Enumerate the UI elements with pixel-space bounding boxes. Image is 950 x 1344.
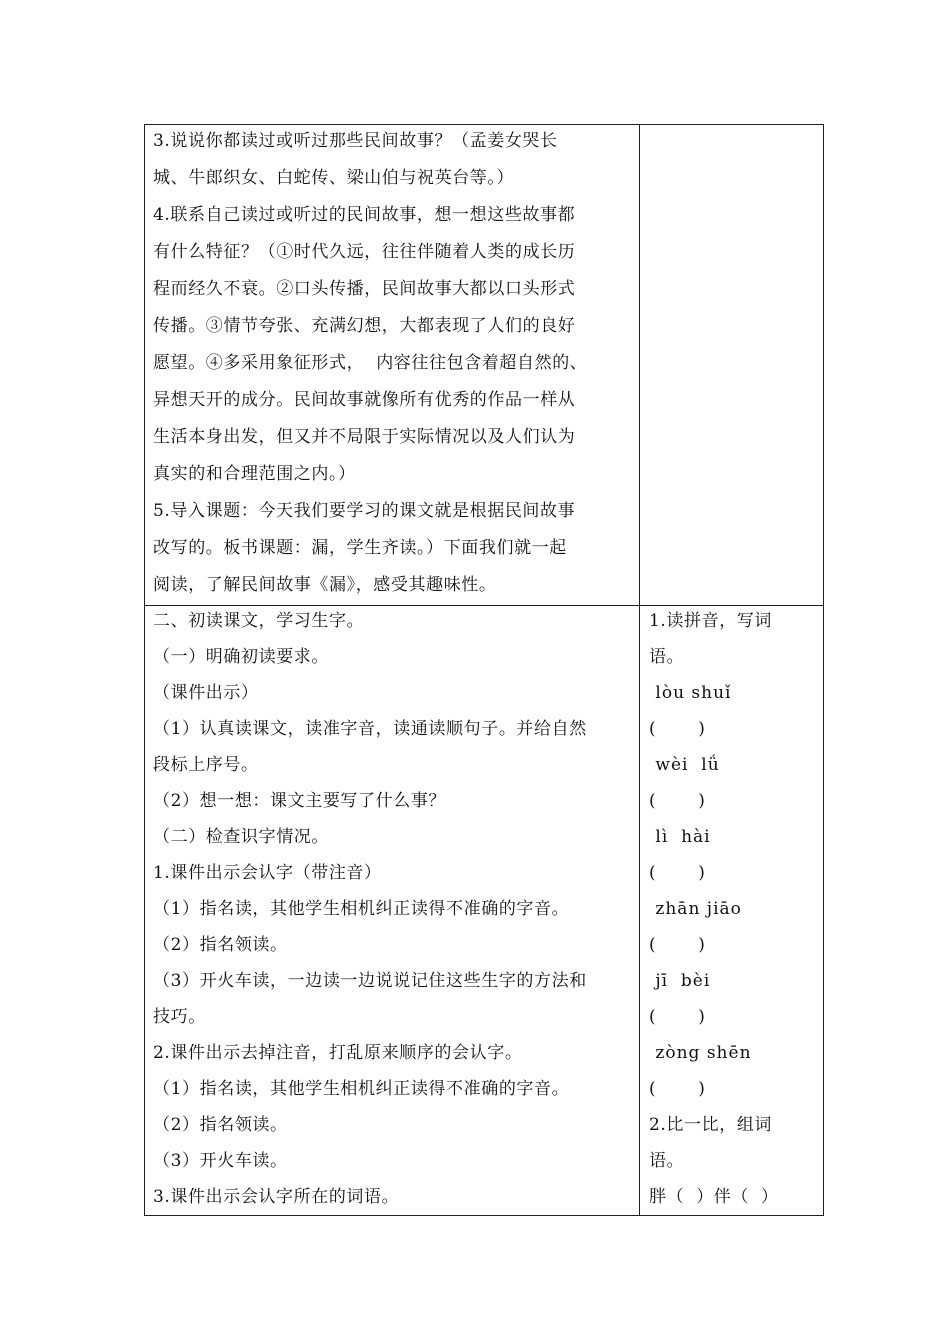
exercise-title: 语。 bbox=[649, 647, 685, 667]
text-line: （1）指名读，其他学生相机纠正读得不准确的字音。 bbox=[153, 899, 570, 919]
pinyin-prompt: lòu shuǐ bbox=[649, 683, 732, 703]
text-line: 二、初读课文，学习生字。 bbox=[153, 611, 365, 631]
text-line: （2）想一想：课文主要写了什么事？ bbox=[153, 791, 447, 811]
text-line: 4.联系自己读过或听过的民间故事，想一想这些故事都 bbox=[153, 205, 576, 225]
answer-blank: ( ) bbox=[649, 1079, 706, 1099]
text-line: （2）指名领读。 bbox=[153, 1115, 288, 1135]
exercise-title: 2.比一比，组词 bbox=[649, 1115, 773, 1135]
text-line: （课件出示） bbox=[153, 683, 259, 703]
pinyin-prompt: wèi lǘ bbox=[649, 755, 720, 775]
text-line: 5.导入课题：今天我们要学习的课文就是根据民间故事 bbox=[153, 501, 576, 521]
text-line: 2.课件出示去掉注音，打乱原来顺序的会认字。 bbox=[153, 1043, 523, 1063]
text-line: 改写的。板书课题：漏，学生齐读。）下面我们就一起 bbox=[153, 538, 567, 558]
pinyin-prompt: jī bèi bbox=[649, 971, 711, 991]
exercise-title: 语。 bbox=[649, 1151, 685, 1171]
text-line: （1）指名读，其他学生相机纠正读得不准确的字音。 bbox=[153, 1079, 570, 1099]
answer-blank: ( ) bbox=[649, 1007, 706, 1027]
text-line: 程而经久不衰。②口头传播，民间故事大都以口头形式 bbox=[153, 279, 576, 299]
text-line: 技巧。 bbox=[153, 1007, 206, 1027]
text-line: 有什么特征？（①时代久远，往往伴随着人类的成长历 bbox=[153, 242, 576, 262]
text-line: 3.课件出示会认字所在的词语。 bbox=[153, 1187, 400, 1207]
text-line: 传播。③情节夸张、充满幻想，大都表现了人们的良好 bbox=[153, 316, 576, 336]
column-divider bbox=[639, 125, 640, 1215]
text-line: 愿望。④多采用象征形式， 内容往往包含着超自然的、 bbox=[153, 353, 588, 373]
text-line: （1）认真读课文，读准字音，读通读顺句子。并给自然 bbox=[153, 719, 587, 739]
text-line: （3）开火车读，一边读一边说说记住这些生字的方法和 bbox=[153, 971, 587, 991]
text-line: 1.课件出示会认字（带注音） bbox=[153, 863, 382, 883]
text-line: 阅读，了解民间故事《漏》，感受其趣味性。 bbox=[153, 575, 497, 595]
pinyin-prompt: lì hài bbox=[649, 827, 711, 847]
answer-blank: ( ) bbox=[649, 935, 706, 955]
text-line: 段标上序号。 bbox=[153, 755, 259, 775]
text-line: （2）指名领读。 bbox=[153, 935, 288, 955]
text-line: 3.说说你都读过或听过那些民间故事？（孟姜女哭长 bbox=[153, 131, 558, 151]
exercise-title: 1.读拼音，写词 bbox=[649, 611, 773, 631]
answer-blank: ( ) bbox=[649, 791, 706, 811]
text-line: 生活本身出发，但又并不局限于实际情况以及人们认为 bbox=[153, 427, 576, 447]
text-line: 城、牛郎织女、白蛇传、梁山伯与祝英台等。） bbox=[153, 168, 515, 188]
lesson-table bbox=[144, 124, 824, 1216]
text-line: （一）明确初读要求。 bbox=[153, 647, 329, 667]
answer-blank: ( ) bbox=[649, 719, 706, 739]
text-line: 异想天开的成分。民间故事就像所有优秀的作品一样从 bbox=[153, 390, 576, 410]
text-line: （3）开火车读。 bbox=[153, 1151, 288, 1171]
row-divider bbox=[145, 605, 823, 606]
compare-words: 胖（ ）伴（ ） bbox=[649, 1187, 779, 1207]
answer-blank: ( ) bbox=[649, 863, 706, 883]
pinyin-prompt: zòng shēn bbox=[649, 1043, 752, 1063]
text-line: 真实的和合理范围之内。） bbox=[153, 464, 356, 484]
pinyin-prompt: zhān jiāo bbox=[649, 899, 742, 919]
text-line: （二）检查识字情况。 bbox=[153, 827, 329, 847]
